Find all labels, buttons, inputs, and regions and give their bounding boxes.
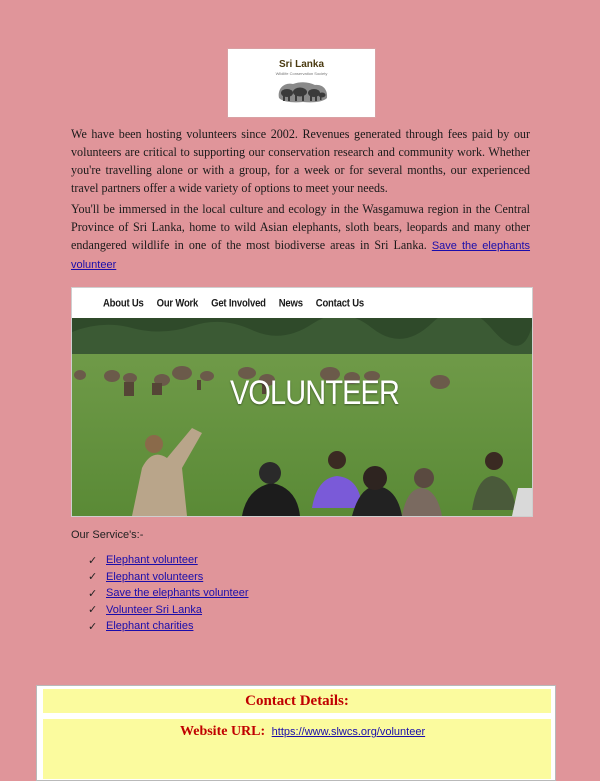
service-link-volunteer-sri-lanka[interactable]: Volunteer Sri Lanka xyxy=(106,603,203,616)
volunteer-overlay-text: VOLUNTEER xyxy=(230,374,400,412)
nav-contact-us[interactable]: Contact Us xyxy=(315,296,364,310)
website-url-link[interactable]: https://www.slwcs.org/volunteer xyxy=(271,726,426,738)
service-link-elephant-charities[interactable]: Elephant charities xyxy=(106,620,194,633)
website-url-label: Website URL: xyxy=(180,724,266,739)
intro-paragraph-1: We have been hosting volunteers since 2002. Revenues generated through fees paid by our volunteers are critical to supporting our conservation research and community work. Whether you're travelling alone or with a group, for a week or for several months, our experienced travel partners offer a wide variety of options to meet your needs. xyxy=(71,127,530,195)
save-elephants-link[interactable]: Save the elephants volunteer xyxy=(71,240,531,271)
nav-about-us[interactable]: About Us xyxy=(103,296,144,310)
nav-news[interactable]: News xyxy=(278,296,303,310)
logo xyxy=(227,48,376,118)
checkmark-icon: ✓ xyxy=(88,554,98,567)
services-title: Our Service's:- xyxy=(71,529,144,541)
contact-box xyxy=(36,685,556,781)
service-link-elephant-volunteers[interactable]: Elephant volunteers xyxy=(106,570,204,583)
checkmark-icon: ✓ xyxy=(88,571,98,584)
website-url-line xyxy=(180,724,425,740)
checkmark-icon: ✓ xyxy=(88,620,98,633)
list-item xyxy=(88,602,249,619)
contact-body xyxy=(43,719,551,779)
hero-banner xyxy=(71,287,533,517)
volunteers-photo xyxy=(72,318,532,516)
service-link-elephant-volunteer[interactable]: Elephant volunteer xyxy=(106,554,198,567)
nav-get-involved[interactable]: Get Involved xyxy=(211,296,266,310)
list-item xyxy=(88,552,249,569)
intro-paragraph-2 xyxy=(71,200,530,274)
hero-nav xyxy=(72,288,532,318)
elephant-herd-icon xyxy=(273,78,331,106)
services-list xyxy=(88,552,249,635)
list-item xyxy=(88,618,249,635)
list-item xyxy=(88,569,249,586)
contact-heading: Contact Details: xyxy=(43,689,551,713)
service-link-save-the-elephants[interactable]: Save the elephants volunteer xyxy=(106,587,249,600)
nav-our-work[interactable]: Our Work xyxy=(156,296,199,310)
checkmark-icon: ✓ xyxy=(88,587,98,600)
logo-title: Sri Lanka xyxy=(278,58,325,70)
logo-subtitle: Wildlife Conservation Society xyxy=(275,70,328,76)
list-item xyxy=(88,585,249,602)
intro-paragraph-2-text: You'll be immersed in the local culture and ecology in the Wasgamuwa region in the Central Province of Sri Lanka, home to wild Asian elephants, sloth bears, leopards and many other endangered wildlife in one of the most biodiverse areas in Sri Lanka. xyxy=(71,202,530,252)
checkmark-icon: ✓ xyxy=(88,604,98,617)
